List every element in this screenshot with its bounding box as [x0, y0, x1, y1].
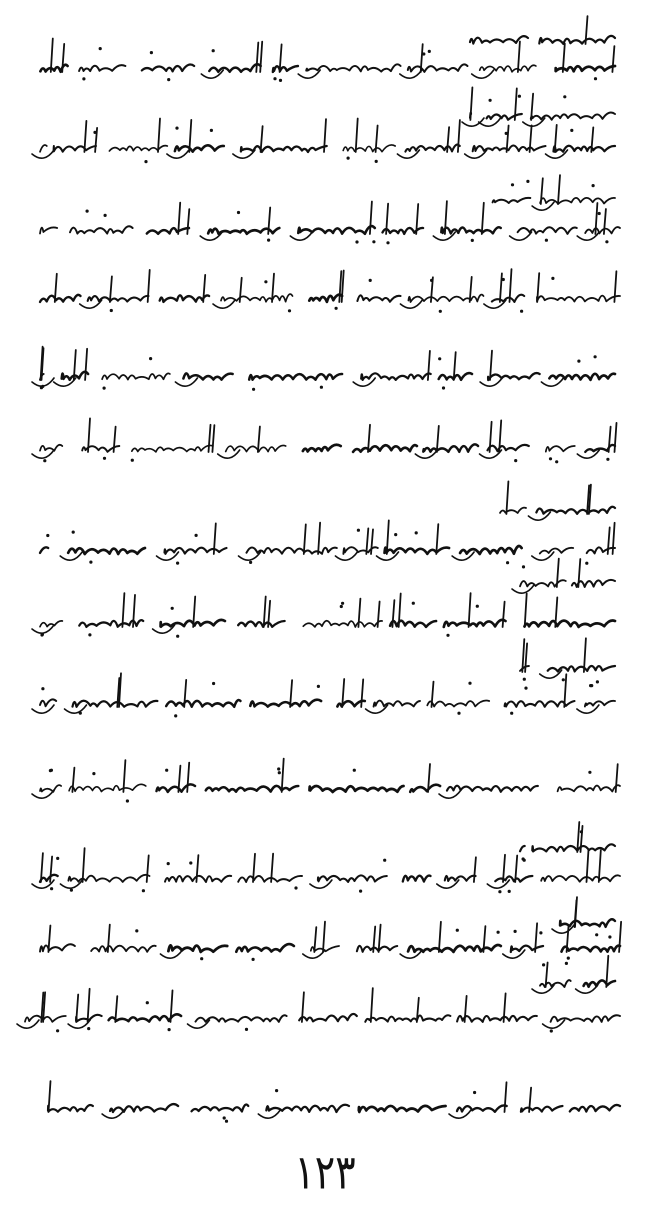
- manuscript-line: [532, 956, 615, 993]
- page-number: ١٢٣: [294, 1144, 356, 1200]
- manuscript-line: [32, 593, 615, 638]
- manuscript-line: [17, 988, 620, 1033]
- manuscript-line: [512, 559, 615, 593]
- manuscript-line: [32, 673, 615, 717]
- manuscript-line: [462, 87, 615, 126]
- manuscript-line: [40, 922, 621, 961]
- manuscript-line: [470, 16, 615, 44]
- manuscript-line: [40, 39, 615, 83]
- manuscript-line: [520, 638, 615, 683]
- manuscript-line: [32, 848, 620, 893]
- manuscript-line: [552, 897, 615, 939]
- manuscript-line: [48, 1081, 620, 1123]
- manuscript-line: [32, 347, 615, 391]
- manuscript-line: [40, 520, 615, 564]
- manuscript-line: [500, 481, 615, 520]
- manuscript-line: [32, 759, 620, 803]
- manuscript-line: [40, 269, 620, 313]
- manuscript-line: [32, 418, 617, 463]
